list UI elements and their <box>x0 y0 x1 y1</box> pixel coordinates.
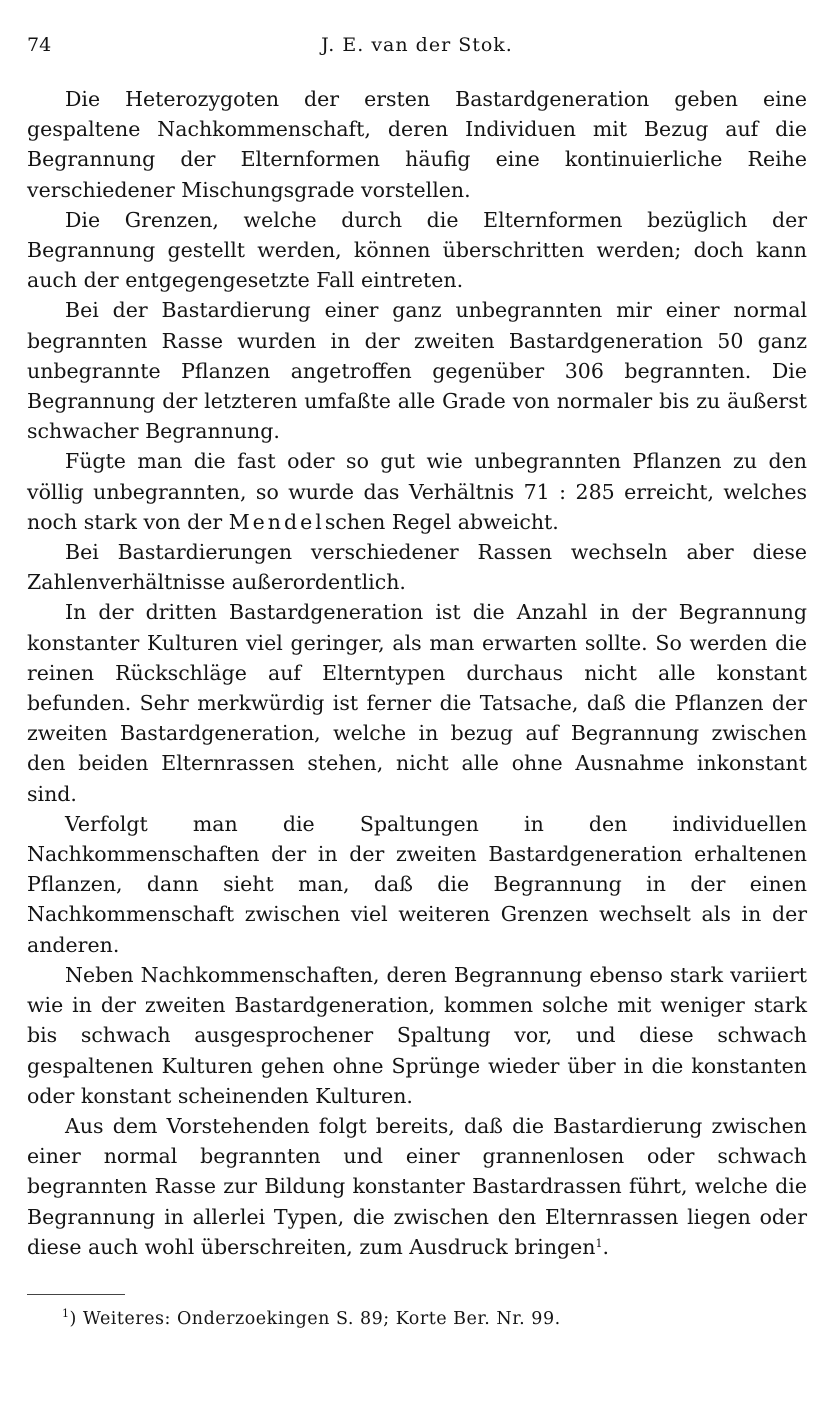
paragraph-text: . <box>602 1234 610 1259</box>
paragraph <box>27 1111 807 1262</box>
footnote-marker: 1 <box>62 1307 70 1320</box>
paragraph-text: Fügte man die fast oder so gut wie unbegrannten Pflanzen zu den völlig unbegrannten, so wurde das Verhältnis 71 : 285 erreicht, welches noch stark von der <box>27 449 807 534</box>
footnote-text: ) Weiteres: Onderzoekingen S. 89; Korte Ber. Nr. 99. <box>69 1309 561 1329</box>
running-head-author: J. E. van der Stok. <box>321 34 513 56</box>
paragraph: Neben Nachkommenschaften, deren Begrannung ebenso stark variiert wie in der zweiten Bastardgeneration, kommen solche mit weniger stark bis schwach ausgesprochener Spaltung vor, und diese schwach gespaltenen Kulturen gehen ohne Sprünge wieder über in die konstanten oder konstant scheinenden Kulturen. <box>27 962 807 1108</box>
paragraph: In der dritten Bastardgeneration ist die Anzahl in der Begrannung konstanter Kulturen viel geringer, als man erwarten sollte. So werden die reinen Rückschläge auf Elterntypen durchaus nicht alle konstant befunden. Sehr merkwürdig ist ferner die Tatsache, daß die Pflanzen der zweiten Bastardgeneration, welche in bezug auf Begrannung zwischen den beiden Elternrassen stehen, nicht alle ohne Ausnahme inkonstant sind. <box>27 600 807 806</box>
running-head <box>27 30 807 60</box>
paragraph: Die Grenzen, welche durch die Elternformen bezüglich der Begrannung gestellt werden, können überschritten werden; doch kann auch der entgegengesetzte Fall eintreten. <box>27 207 807 293</box>
paragraph: Die Heterozygoten der ersten Bastardgeneration geben eine gespaltene Nachkommenschaft, deren Individuen mit Bezug auf die Begrannung der Elternformen häufig eine kontinuierliche Reihe verschiedener Mischungsgrade vorstellen. <box>27 87 807 202</box>
paragraph-text: Aus dem Vorstehenden folgt bereits, daß die Bastardierung zwischen einer normal begrannten und einer grannenlosen oder schwach begrannten Rasse zur Bildung konstanter Bastardrassen führt, welche die Begrannung in allerlei Typen, die zwischen den Elternrassen liegen oder diese auch wohl überschreiten, zum Ausdruck bringen <box>27 1113 807 1259</box>
body-text <box>27 84 807 1262</box>
page-number: 74 <box>27 34 52 56</box>
paragraph: Bei Bastardierungen verschiedener Rassen wechseln aber diese Zahlenverhältnisse außerordentlich. <box>27 540 807 595</box>
footnote-divider <box>27 1294 125 1295</box>
footnote <box>62 1306 807 1332</box>
paragraph <box>27 446 807 537</box>
footnote-reference: 1 <box>595 1236 603 1250</box>
paragraph-text: schen Regel abweicht. <box>324 509 559 534</box>
paragraph: Bei der Bastardierung einer ganz unbegrannten mir einer normal begrannten Rasse wurden in der zweiten Bastardgeneration 50 ganz unbegrannte Pflanzen angetroffen gegenüber 306 begrannten. Die Begrannung der letzteren umfaßte alle Grade von normaler bis zu äußerst schwacher Begrannung. <box>27 298 807 444</box>
paragraph: Verfolgt man die Spaltungen in den individuellen Nachkommenschaften der in der zweiten Bastardgeneration erhaltenen Pflanzen, dann sieht man, daß die Begrannung in der einen Nachkommenschaft zwischen viel weiteren Grenzen wechselt als in der anderen. <box>27 811 807 957</box>
spaced-name-mendel: Mendel <box>228 509 325 534</box>
